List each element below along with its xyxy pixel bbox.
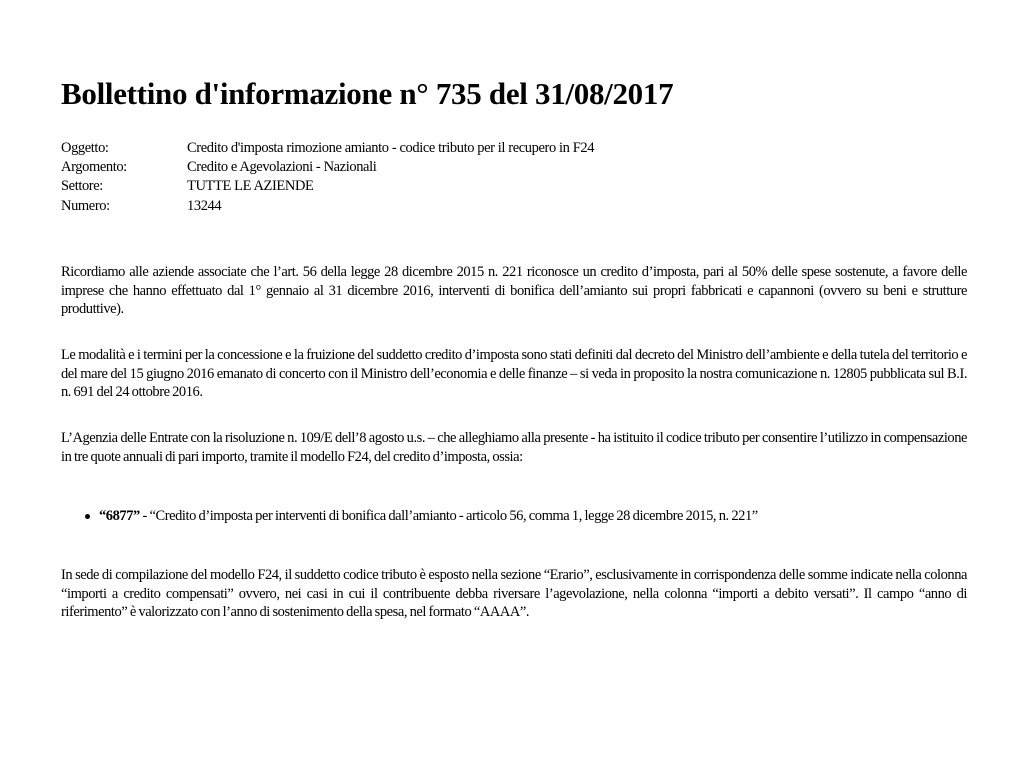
meta-row-argomento — [61, 158, 594, 177]
page-title: Bollettino d'informazione n° 735 del 31/08/2017 — [61, 76, 674, 111]
body-paragraph-4: In sede di compilazione del modello F24, il suddetto codice tributo è esposto nella sezione “Erario”, esclusivamente in corrispondenza delle somme indicate nella colonna “importi a credito compensati” ovvero, nei casi in cui il contribuente debba riversare l’agevolazione, nella colonna “importi a debito versati”. Il campo “anno di riferimento” è valorizzato con l’anno di sostenimento della spesa, nel formato “AAAA”. — [61, 567, 967, 620]
tax-code-description: - “Credito d’imposta per interventi di bonifica dall’amianto - articolo 56, comma 1, legge 28 dicembre 2015, n. 221” — [139, 508, 758, 524]
list-item — [61, 507, 758, 526]
meta-row-oggetto — [61, 139, 594, 158]
metadata-table — [61, 139, 594, 216]
tax-code: “6877” — [99, 508, 140, 524]
meta-label: Numero: — [61, 197, 110, 214]
meta-row-numero — [61, 197, 594, 216]
body-paragraph-2: Le modalità e i termini per la concessione e la fruizione del suddetto credito d’imposta sono stati definiti dal decreto del Ministro dell’ambiente e della tutela del territorio e del mare del 15 giugno 2016 emanato di concerto con il Ministro dell’economia e delle finanze – si veda in proposito la nostra comunicazione n. 12805 pubblicata sul B.I. n. 691 del 24 ottobre 2016. — [61, 347, 967, 400]
meta-label: Oggetto: — [61, 140, 109, 156]
tax-code-list — [61, 507, 758, 526]
meta-value: Credito d'imposta rimozione amianto - codice tributo per il recupero in F24 — [187, 140, 595, 156]
meta-label: Settore: — [61, 178, 103, 195]
bullet-icon — [85, 514, 90, 519]
body-paragraph-3: L’Agenzia delle Entrate con la risoluzione n. 109/E dell’8 agosto u.s. – che alleghiamo alla presente - ha istituito il codice tributo per consentire l’utilizzo in compensazione in tre quote annuali di pari importo, tramite il modello F24, del credito d’imposta, ossia: — [61, 430, 967, 465]
meta-row-settore — [61, 177, 594, 196]
meta-value: Credito e Agevolazioni - Nazionali — [187, 159, 377, 176]
meta-value: 13244 — [187, 197, 222, 214]
meta-label: Argomento: — [61, 159, 127, 176]
body-paragraph-1: Ricordiamo alle aziende associate che l’art. 56 della legge 28 dicembre 2015 n. 221 riconosce un credito d’imposta, pari al 50% delle spese sostenute, a favore delle imprese che hanno effettuato dal 1° gennaio al 31 dicembre 2016, interventi di bonifica dell’amianto sui propri fabbricati e capannoni (ovvero su beni e strutture produttive). — [61, 264, 967, 317]
meta-value: TUTTE LE AZIENDE — [187, 178, 314, 195]
